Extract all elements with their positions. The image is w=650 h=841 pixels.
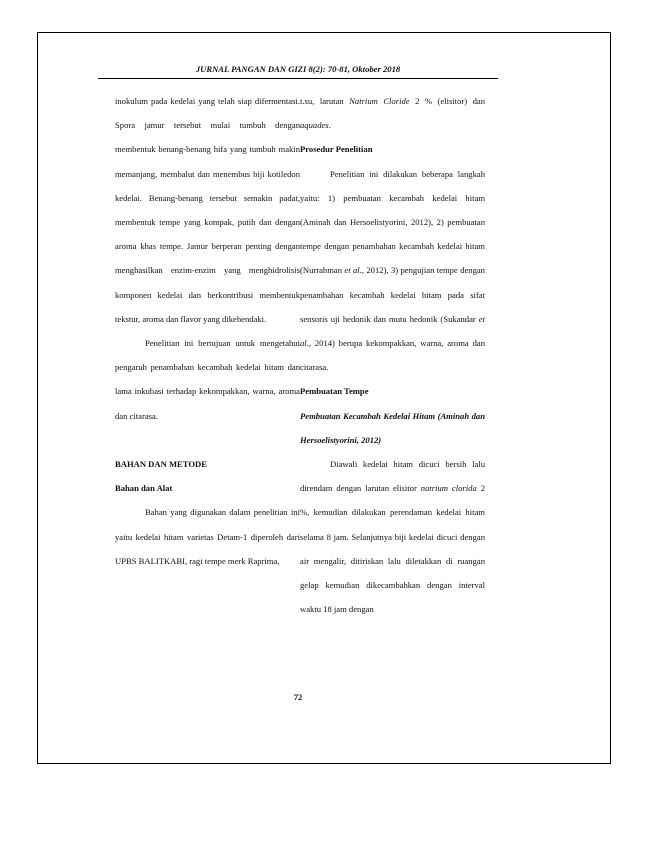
paragraph xyxy=(300,89,485,137)
text-run-italic: Natrium Cloride xyxy=(349,96,410,106)
section-heading: BAHAN DAN METODE xyxy=(115,459,207,470)
text-run-italic: aquades xyxy=(300,120,329,131)
text-run: ., 2014) berupa kekompakkan, warna, aroma dan citarasa. xyxy=(300,338,485,373)
left-column xyxy=(115,89,300,573)
journal-header: JURNAL PANGAN DAN GIZI 8(2): 70-81, Oktober 2018 xyxy=(195,64,401,74)
text-run: ., 2012), 3) pengujian tempe dengan penambahan kecambah kedelai hitam pada sifat sensoris uji hedonik dan mutu hedonik (Sukandar xyxy=(300,265,485,324)
subsection-heading: Pembuatan Tempe xyxy=(300,386,369,397)
text-run: . xyxy=(328,120,331,131)
subsection-heading: Prosedur Penelitian xyxy=(300,144,373,155)
subsection-heading: Bahan dan Alat xyxy=(115,483,173,494)
header-rule xyxy=(98,78,498,79)
text-run: Diawali kedelai hitam dicuci bersih lalu direndam dengan larutan elisitor xyxy=(300,459,485,494)
subsubsection-heading: Pembuatan Kecambah Kedelai Hitam (Aminah dan Hersoelistyorini, 2012) xyxy=(300,410,485,445)
text-run: Penelitian ini dilakukan beberapa langkah yaitu: 1) pembuatan kecambah kedelai hitam (Aminah dan Hersoelistyorini, 2012), 2) pembuatan tempe dengan penambahan kecambah kedelai hitam (Nurrahman xyxy=(300,168,485,276)
right-column xyxy=(300,89,485,621)
text-run: 2 % (elisitor) dan xyxy=(409,96,485,106)
paragraph xyxy=(300,162,485,380)
page-number: 72 xyxy=(293,692,303,702)
text-run-italic: natrium clorida xyxy=(420,483,477,494)
spacer xyxy=(115,428,300,452)
text-run-italic: et al xyxy=(300,313,485,349)
paragraph xyxy=(300,452,485,621)
text-run: 2 %, kemudian dilakukan perendaman kedelai hitam selama 8 jam. Selanjutnya biji kedelai dicuci dengan air mengalir, ditiriskan lalu diletakkan di ruangan gelap kemudian dikecambahkan dengan interval waktu 18 jam dengan xyxy=(300,483,485,615)
paragraph: Penelitian ini bertujuan untuk mengetahui pengaruh penambahan kecambah kedelai hitam dan lama inkubasi terhadap kekompakkan, warna, aroma dan citarasa. xyxy=(115,338,300,421)
text-run: t.su, larutan xyxy=(300,96,350,106)
paragraph: Bahan yang digunakan dalam penelitian ini yaitu kedelai hitam varietas Detam-1 diperoleh dari UPBS BALITKABI, ragi tempe merk Raprima, xyxy=(115,507,300,566)
paragraph: inokulum pada kedelai yang telah siap difermentasi. Spora jamur tersebut mulai tumbuh dengan membentuk benang-benang hifa yang tumbuh makin memanjang, membalut dan menembus biji kotiledon kedelai. Benang-benang tersebut semakin padat, membentuk tempe yang kompak, putih dan dengan aroma khas tempe. Jamur berperan penting dengan menghasilkan enzim-enzim yang menghidrolisis komponen kedelai dan berkontribusi membentuk tekstur, aroma dan flavor yang dikehendaki. xyxy=(115,96,300,324)
text-run-italic: et al xyxy=(344,265,360,276)
